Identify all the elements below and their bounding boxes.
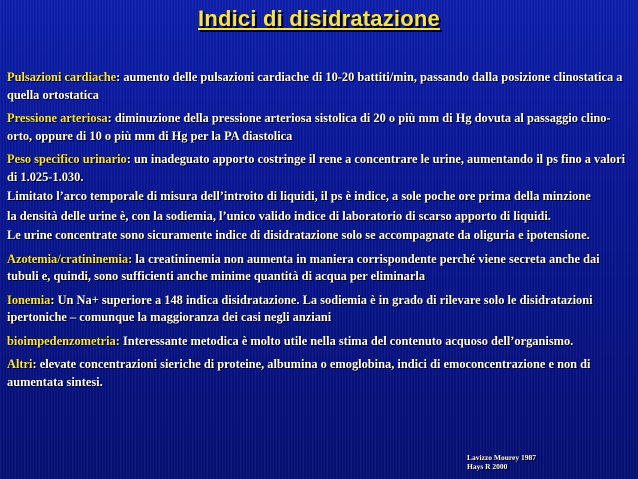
section-pulsazioni-cardiache — [7, 69, 633, 104]
section-term: Peso specifico urinario — [7, 152, 127, 166]
section-separator: : — [116, 70, 124, 84]
section-separator: : — [126, 152, 134, 166]
section-peso-specifico-urinario — [7, 151, 633, 186]
section-term: bioimpedenzometria: — [7, 333, 120, 348]
section-ionemia — [7, 292, 633, 327]
section-altri — [7, 356, 633, 391]
slide-content — [7, 69, 633, 393]
section-term: Altri — [7, 357, 33, 371]
section-term: Pressione arteriosa — [7, 111, 108, 125]
section-limitato-arco — [7, 188, 633, 206]
citation-line-1: Lavizzo Mourey 1987 — [467, 453, 537, 462]
section-separator: : — [107, 111, 115, 125]
section-term: Pulsazioni cardiache — [7, 70, 117, 84]
section-text: la densità delle urine è, con la sodiemia, l’unico valido indice di laboratorio di scarso apporto di liquidi. — [7, 208, 551, 223]
slide-title: Indici di disidratazione — [198, 6, 440, 31]
section-term: Ionemia — [7, 292, 51, 307]
section-text: la creatininemia non aumenta in maniera corrispondente perché viene secreta anche dai tubuli e, quindi, sono sufficienti anche minime quantità di acqua per eliminarla — [7, 251, 600, 283]
section-pressione-arteriosa — [7, 110, 633, 145]
section-text: Un Na+ superiore a 148 indica disidratazione. La sodiemia è in grado di rilevare solo le disidratazioni ipertoniche – comunque la maggioranza dei casi negli anziani — [7, 292, 593, 324]
citation — [467, 453, 536, 471]
section-term: Azotemia/cratininemia: — [7, 251, 133, 266]
section-separator: : — [50, 292, 58, 307]
section-urine-concentrate — [7, 227, 633, 245]
section-text: diminuzione della pressione arteriosa sistolica di 20 o più mm di Hg dovuta al passaggio clino-orto, oppure di 10 o più mm di Hg per la PA diastolica — [7, 111, 611, 143]
section-text: elevate concentrazioni sieriche di proteine, albumina o emoglobina, indici di emoconcentrazione e non di aumentata sintesi. — [7, 357, 591, 389]
section-text: Le urine concentrate sono sicuramente indice di disidratazione solo se accompagnate da oliguria e ipotensione. — [7, 228, 590, 242]
section-densita-urine — [7, 208, 633, 226]
section-text: un inadeguato apporto costringe il rene a concentrare le urine, aumentando il ps fino a valori di 1.025-1.030. — [7, 152, 626, 184]
citation-line-2: Hays R 2000 — [467, 462, 508, 471]
section-text: Interessante metodica è molto utile nella stima del contenuto acquoso dell’organismo. — [122, 333, 574, 348]
section-separator: : — [32, 357, 40, 371]
section-text: Limitato l’arco temporale di misura dell’introito di liquidi, il ps è indice, a sole poche ore prima della minzione — [7, 189, 591, 203]
section-azotemia — [7, 251, 633, 286]
section-bioimpedenzometria — [7, 333, 633, 351]
section-text: aumento delle pulsazioni cardiache di 10-20 battiti/min, passando dalla posizione clinostatica a quella ortostatica — [7, 70, 623, 102]
